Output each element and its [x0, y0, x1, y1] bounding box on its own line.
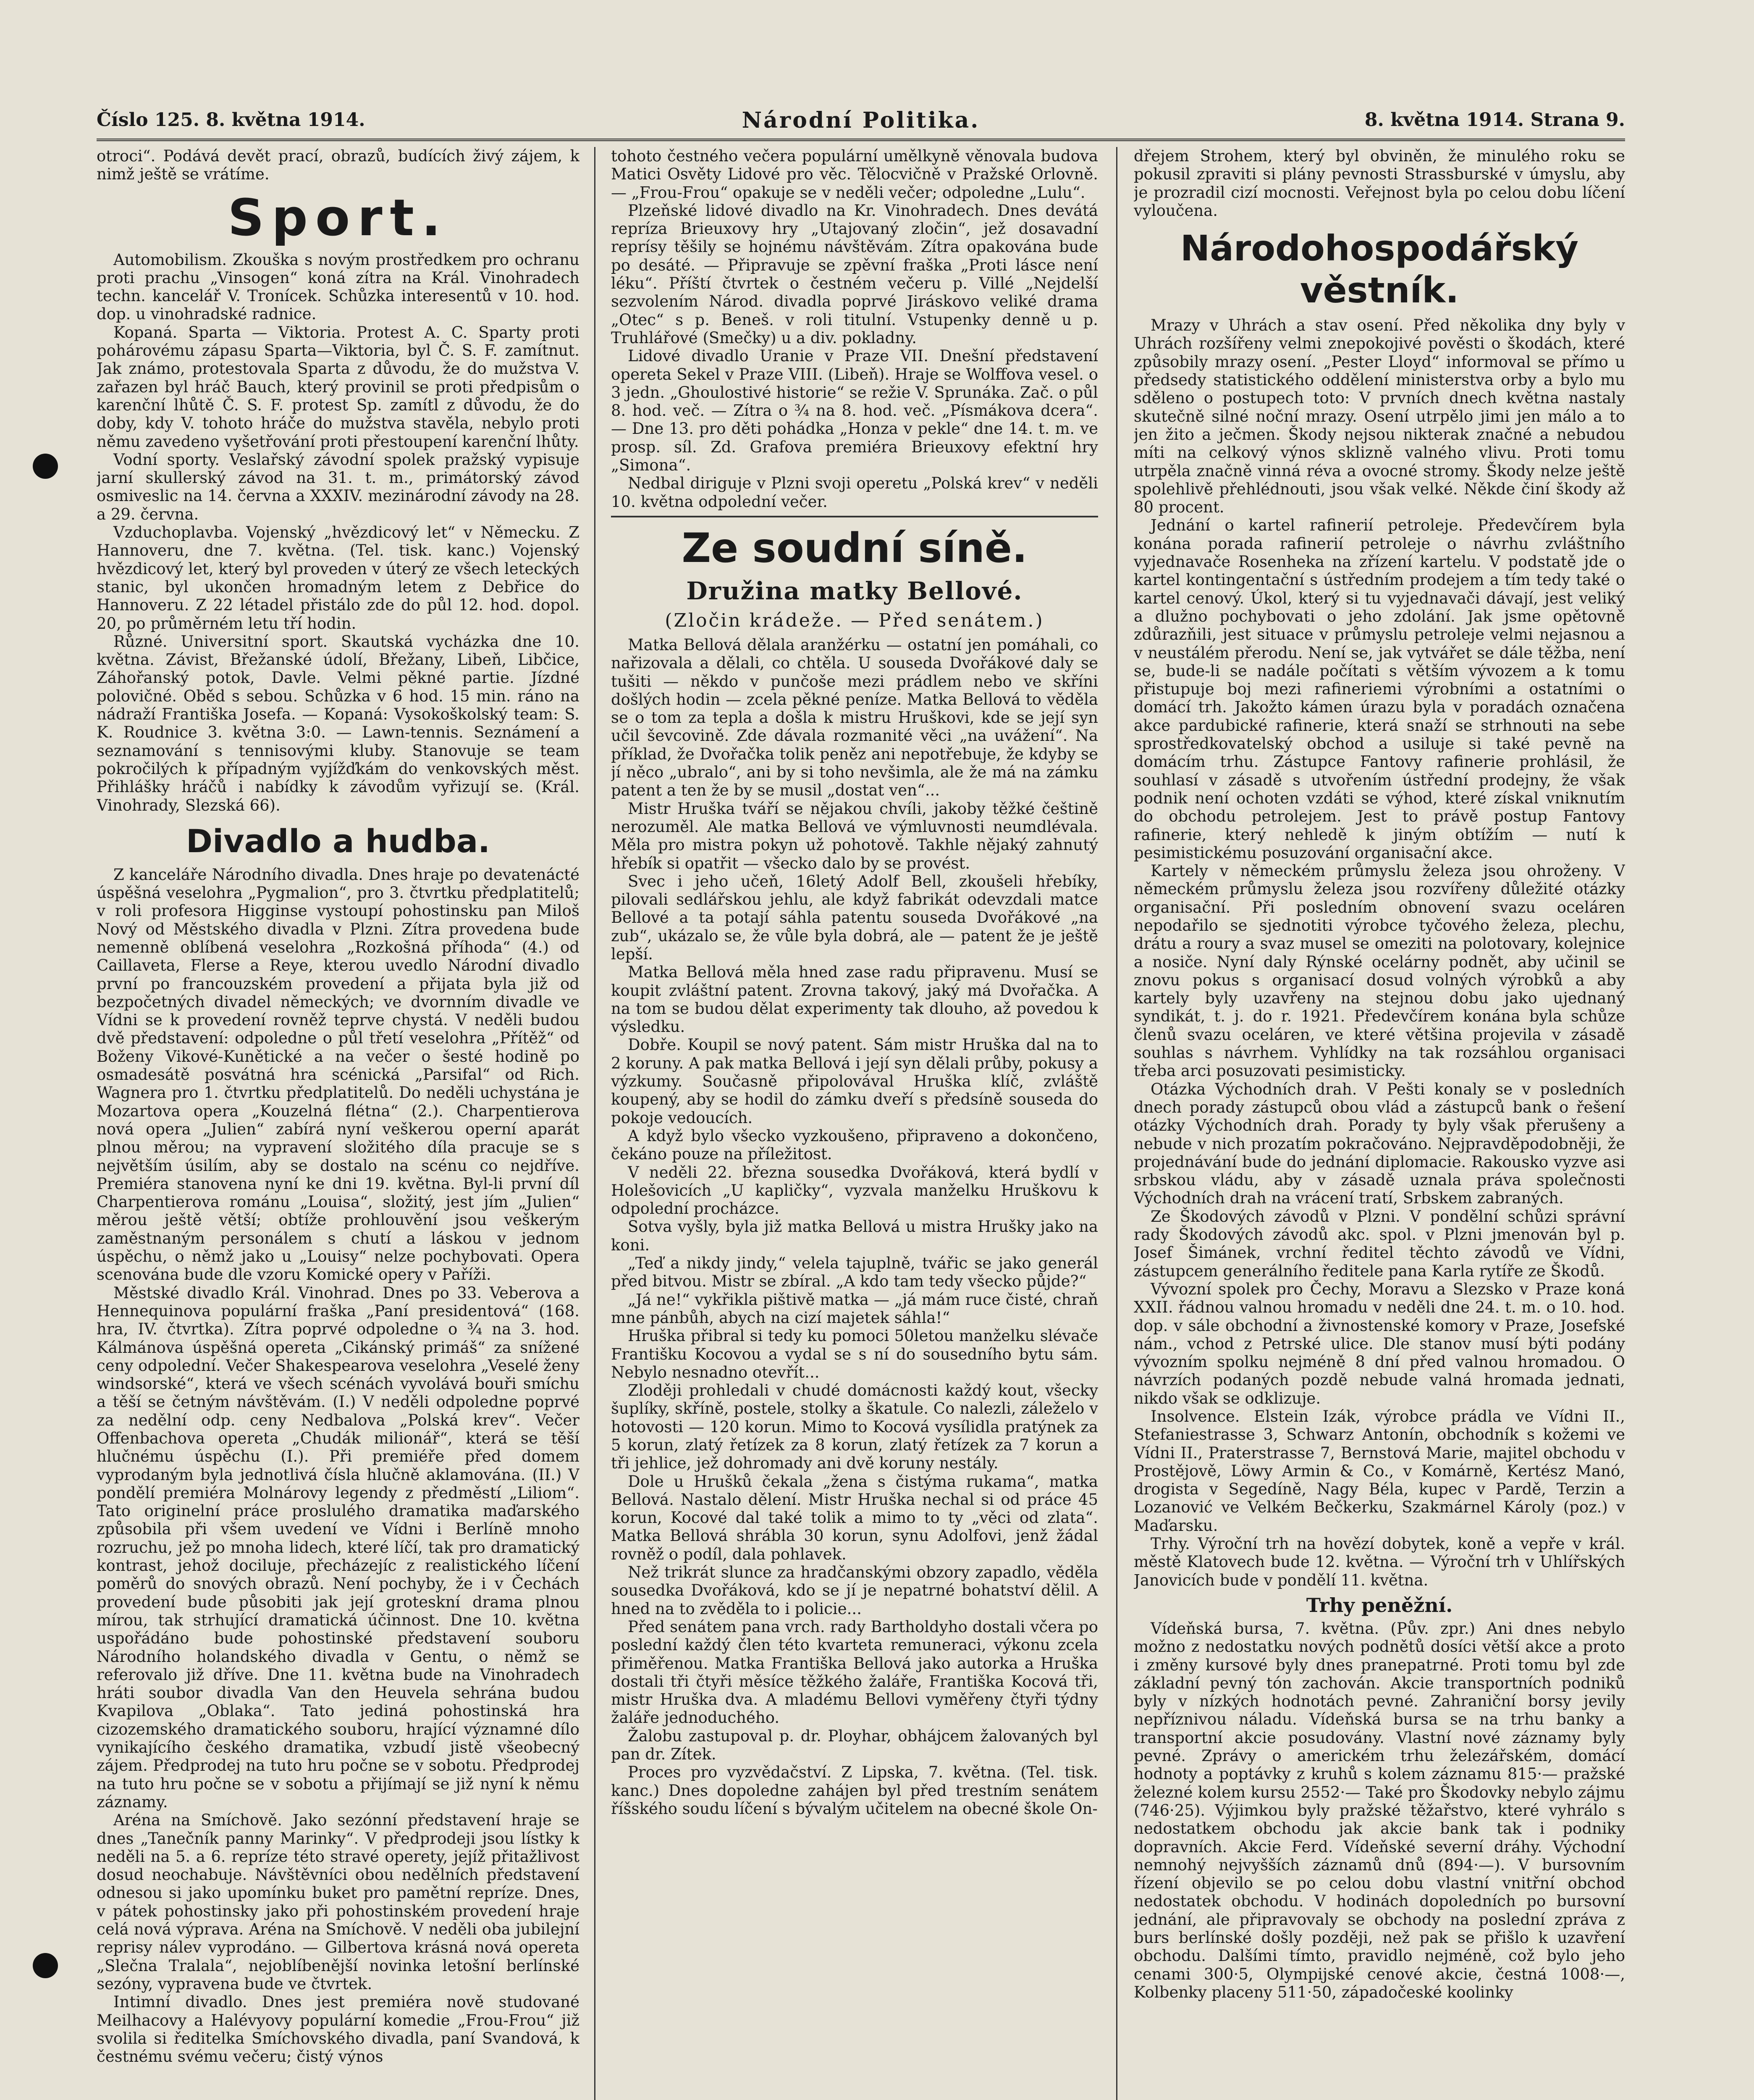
article-text: Svec i jeho učeň, 16letý Adolf Bell, zkoušeli hřebíky, pilovali sedlářskou jehlu, ale když fabrikát odevzdali matce Bellové a ta potají sáhla patentu souseda Dvořákové „na zub“, ukázalo se, že vůle byla dobrá, ale — patent že je ještě lepší. — [611, 872, 1098, 963]
article-text: Aréna na Smíchově. Jako sezónní představení hraje se dnes „Tanečník panny Marinky“. V předprodeji jsou lístky k neděli na 5. a 6. repríze této stravé operety, jejíž přitažlivost dosud neochabuje. Návštěvníci obou nedělních představení odnesou si jako upomínku buket pro pamětní repríze. Dnes, v pátek pohostinsky jako při pohostinském provedení hraje celá nová výprava. Aréna na Smíchově. V neděli oba jubilejní reprisy nálev vyprodáno. — Gilbertova krásná nová opereta „Slečna Tralala“, nejoblíbenější novinka letošní berlínské sezóny, vypravena bude ve čtvrtek. — [97, 1811, 579, 1993]
article-text: Než trikrát slunce za hradčanskými obzory zapadlo, věděla sousedka Dvořáková, kdo se jí je nepatrné bohatství dělil. A hned na to zvěděla to i policie... — [611, 1563, 1098, 1618]
section-title-theatre: Divadlo a hudba. — [186, 822, 490, 860]
article-headline: Družina matky Bellové. — [686, 576, 1023, 605]
column-1 — [97, 147, 579, 2100]
article-text: Intimní divadlo. Dnes jest premiéra nově studované Meilhacovy a Halévyovy populární komedie „Frou-Frou“ již svolila si ředitelka Smíchovského divadla, paní Svandová, k čestnému svému večeru; čistý výnos — [97, 1993, 579, 2066]
article-text: Dole u Hrušků čekala „žena s čistýma rukama“, matka Bellová. Nastalo dělení. Mistr Hruška nechal si od práce 45 korun, Kocové dal také tolik a mimo to ty „věci od zlata“. Matka Bellová shrábla 30 korun, synu Adolfovi, jenž žádal rovněž o podíl, dala pohlavek. — [611, 1472, 1098, 1563]
article-subheadline: (Zločin krádeže. — Před senátem.) — [665, 609, 1044, 631]
article-text: Vídeňská bursa, 7. května. (Pův. zpr.) Ani dnes nebylo možno z nedostatku nových podnětů dosíci větší akce a proto i změny kursové byly dnes pranepatrné. Proti tomu byl zde základní pevný tón zachován. Akcie transportních podniků byly v nízkých hodnotách pevné. Zahraniční borsy jevily nepříznivou náladu. Vídeňská bursa se na trhu banky a transportní akcie posudovány. Vlastní nové záznamy byly pevné. Zprávy o americkém trhu železářském, domácí hodnoty a poptávky z kruhů s kolem záznamu 815·— pražské železné kolem kursu 2552·— Také pro Škodovky nebylo zájmu (746·25). Výjimkou byly pražské těžařstvo, které vyhrálo s nedostatkem obchodu jak akcie bank tak i podniky dopravních. Akcie Ferd. Vídeňské severní dráhy. Východní nemnohý nejvyšších záznamů dnů (894·—). V bursovním řízení objevilo se po celou dobu vlastní vnitřní obchod nedostatek obchodu. V hodinách dopoledních po bursovní jednání, ale připravovaly se obchody na poslední zpráva z burs berlínské došly později, než pak se přišlo k uzavření obchodu. Dalšími tímto, pravidlo nejméně, což bylo jeho cenami 300·5, Olympijské cenové akcie, čestná 1008·—, Kolbenky placeny 511·50, západočeské koolinky — [1134, 1619, 1625, 2001]
article-text: Před senátem pana vrch. rady Bartholdyho dostali včera po poslední každý člen této kvarteta remuneraci, výkonu zcela přiměřenou. Matka Františka Bellová jako autorka a Hruška dostali tři čtyři měsíce těžkého žaláře, Františka Kocová tři, mistr Hruška dva. A mladému Bellovi vyměřeny čtyři týdny žaláře jednoduchého. — [611, 1617, 1098, 1727]
article-text: Jednání o kartel rafinerií petroleje. Předevčírem byla konána porada rafinerií petroleje o návrhu zvláštního vyjednavače Rosenheka na zřízení kartelu. V podstatě jde o kartel kontingentační s ústředním prodejem a tím tedy také o kartel cenový. Úkol, který si tu vyjednavači dávají, jest veliký a dlužno pochybovati o jeho zdolání. Jak jsme opětovně zdůrazňili, jest situace v průmyslu petroleje velmi nejasnou a v neustálém přerodu. Není se, jak vytvářet se dále těžba, není se, bude-li se nadále počítati s větším vývozem a k tomu přistupuje boj mezi rafineriemi výrobními a ostatními o domácí trh. Jakožto kámen úrazu byla v poradách označena akce pardubické rafinerie, která snaží se strhnouti na sebe sprostředkovatelský obchod a usiluje si také pevně na domácím trhu. Zástupce Fantovy rafinerie prohlásil, že souhlasí v zásadě s utvořením ústřední prodejny, že však podnik není ochoten vzdáti se výhod, které získal vniknutím do obchodu petrolejem. Jest to právě postup Fantovy rafinerie, který nehledě k jiným obtížím — nutí k pesimistickému posuzování organisační akce. — [1134, 516, 1625, 862]
article-text: Otázka Východních drah. V Pešti konaly se v posledních dnech porady zástupců obou vlád a zástupců bank o řešení otázky Východních drah. Porady ty byly však přerušeny a nebude v nich prozatím pokračováno. Nejpravděpodobněji, že projednávání bude do jednání diplomacie. Rakousko vyzve asi srbskou vládu, aby v zásadě uznala práva společnosti Východních drah na vrácení tratí, Srbskem zabraných. — [1134, 1080, 1625, 1208]
page-info: 8. května 1914. Strana 9. — [1364, 109, 1625, 131]
article-text: Matka Bellová měla hned zase radu připravenu. Musí se koupit zvláštní patent. Zrovna takový, jaký má Dvořačka. A na tom se budou dělat experimenty tak dlouho, až povedou k výsledku. — [611, 963, 1098, 1036]
article-text: Kopaná. Sparta — Viktoria. Protest A. C. Sparty proti pohárovému zápasu Sparta—Viktoria, byl Č. S. F. zamítnut. Jak známo, protestovala Sparta z důvodu, že do mužstva V. zařazen byl hráč Bauch, který provinil se proti předpisům o karenční lhůtě Č. S. F. protest Sp. zamítl z důvodu, že do doby, kdy V. tohoto hráče do mužstva stavěla, nebylo proti němu zavedeno vyšetřování proti přestoupení karenční lhůty. — [97, 323, 579, 451]
article-text: Proces pro vyzvědačství. Z Lipska, 7. května. (Tel. tisk. kanc.) Dnes dopoledne zahájen byl před trestním senátem říšského soudu líčení s bývalým učitelem na obecné škole On- — [611, 1763, 1098, 1818]
article-text: Kartely v německém průmyslu železa jsou ohroženy. V německém průmyslu železa jsou rozvířeny důležité otázky organisační. Při posledním obnovení svazu oceláren nepodařilo se sjednotiti výrobce tyčového železa, plechu, drátu a roury a svaz musel se omeziti na polotovary, kolejnice a nosiče. Nyní daly Rýnské ocelárny podnět, aby učinil se znovu pokus s organisací dosud volných výrobků a aby kartely byly uzavřeny na stejnou dobu jako ujednaný syndikát, t. j. do r. 1921. Předevčírem konána byla schůze členů svazu oceláren, ve které většina projevila v zásadě souhlas s návrhem. Vyhlídky na tak rozsáhlou organisaci třeba arci posuzovati pesimisticky. — [1134, 862, 1625, 1080]
article-text: Automobilism. Zkouška s novým prostředkem pro ochranu proti prachu „Vinsogen“ koná zítra na Král. Vinohradech techn. kancelář V. Tronícek. Schůzka interesentů v 10. hod. dop. u vinohradské radnice. — [97, 250, 579, 323]
newspaper-title: Národní Politika. — [742, 108, 980, 133]
article-text: Vývozní spolek pro Čechy, Moravu a Slezsko v Praze koná XXII. řádnou valnou hromadu v neděli dne 24. t. m. o 10. hod. dop. v sále obchodní a živnostenské komory v Praze, Josefské nám., vchod z Petrské ulice. Dle stanov musí býti podány vývozním spolku nejméně 8 dní před valnou hromadou. O návrzích podaných pozdě nebude valná hromada jednati, nikdo však se odklizuje. — [1134, 1280, 1625, 1407]
issue-info: Číslo 125. 8. května 1914. — [97, 109, 365, 131]
punch-hole-icon — [33, 454, 58, 479]
article-text: Městské divadlo Král. Vinohrad. Dnes po 33. Veberova a Hennequinova populární fraška „Paní presidentová“ (168. hra, IV. čtvrtka). Zítra poprvé odpoledne o ¾ na 3. hod. Kálmánova úspěšná opereta „Cikánský primáš“ za snížené ceny odpolední. Večer Shakespearova veselohra „Veselé ženy windsorské“, která ve všech scénách vyvolává bouři smíchu a těší se četným návštěvám. (I.) V neděli odpoledne poprvé za nedělní odp. ceny Nedbalova „Polská krev“. Večer Offenbachova opereta „Chudák milionář“, která se těší hlučnému úspěchu (I.). Při premiéře před domem vyprodaným byla jednotlivá čísla hlučně aklamována. (II.) V pondělí premiéra Molnárovy legendy z předměstí „Liliom“. Tato originelní práce proslulého dramatika maďarského způsobila při všem uvedení ve Vídni i Berlíně mnoho rozruchu, jež po mnoha lidech, které líčí, tak pro dramatický kontrast, jehož dociluje, přecházejíc z realistického líčení poměrů do snových obrazů. Není pochyby, že i v Čechách provedení bude působiti jak její groteskní drama plnou mírou, tak strhující dramatická účinnost. Dne 10. května uspořádáno bude pohostinské představení souboru Národního holandského divadla v Gentu, o němž se referovalo již dříve. Dne 11. května bude na Vinohradech hráti soubor divadla Van den Heuvela sehrána budou Kvapilova „Oblaka“. Tato jediná pohostinská hra cizozemského dramatického souboru, hrající významné dílo vynikajícího českého dramatika, vzbudí jistě všeobecný zájem. Předprodej na tuto hru počne se v sobotu. Předprodej na tuto hru počne se v sobotu a přijímají se již nyní k němu záznamy. — [97, 1284, 579, 1811]
divider — [611, 516, 1098, 517]
article-text: Hruška přibral si tedy ku pomoci 50letou manželku slévače Františku Kocovou a vydal se s ní do sousedního bytu sám. Nebylo nesnadno otevřít... — [611, 1327, 1098, 1381]
article-text: Různé. Universitní sport. Skautská vycházka dne 10. května. Závist, Břežanské údolí, Břežany, Libeň, Libčice, Záhořanský potok, Davle. Velmi pěkné partie. Jízdné polovičné. Oběd s sebou. Schůzka v 6 hod. 15 min. ráno na nádraží Františka Josefa. — Kopaná: Vysokoškolský team: S. K. Roudnice 3. května 3:0. — Lawn-tennis. Seznámení a seznamování s tennisovými kluby. Stanovuje se team pokročilých k případným vyjížďkám do venkovských měst. Přihlášky hráčů i nabídky k závodům vyřizují se. (Král. Vinohrady, Slezská 66). — [97, 632, 579, 814]
section-title-markets: Trhy peněžní. — [1306, 1593, 1453, 1617]
article-text: Lidové divadlo Uranie v Praze VII. Dnešní představení opereta Sekel v Praze VIII. (Libeň). Hraje se Wolffova vesel. o 3 jedn. „Ghoulostivé historie“ se režie V. Sprunáka. Zač. o půl 8. hod. več. — Zítra o ¾ na 8. hod. več. „Písmákova dcera“. — Dne 13. pro děti pohádka „Honza v pekle“ dne 14. t. m. ve prosp. síl. Zd. Grafova premiéra Brieuxovy efektní hry „Simona“. — [611, 347, 1098, 475]
article-text: Plzeňské lidové divadlo na Kr. Vinohradech. Dnes devátá repríza Brieuxovy hry „Utajovaný zločin“, jež dosavadní reprísy těšily se hojnému návštěvám. Zítra opakována bude po desáté. — Připravuje se zpěvní fraška „Proti lásce není léku“. Příští čtvrtek o čestném večeru p. Villé „Nejdelší sezvolením Národ. divadla poprvé Jiráskovo veliké drama „Otec“ s p. Beneš. v roli titulní. Vstupenky denně u p. Truhlářové (Smečky) u a div. pokladny. — [611, 201, 1098, 347]
article-text: dřejem Strohem, který byl obviněn, že minulého roku se pokusil zpraviti si plány pevnosti Strassburské v úmyslu, aby je prozradil cizí mocnosti. Veřejnost byla po celou dobu líčení vyloučena. — [1134, 147, 1625, 220]
article-text: Sotva vyšly, byla již matka Bellová u mistra Hrušky jako na koni. — [611, 1218, 1098, 1254]
article-text: Žalobu zastupoval p. dr. Ployhar, obhájcem žalovaných byl pan dr. Zítek. — [611, 1727, 1098, 1764]
article-text: Mistr Hruška tváří se nějakou chvíli, jakoby těžké češtině nerozuměl. Ale matka Bellová ve výmluvnosti neumdlévala. Měla pro mistra pokyn už pohotově. Takhle nějaký zahnutý hřebík si opatřit — všecko dalo by se provést. — [611, 799, 1098, 872]
punch-hole-icon — [33, 1953, 58, 1978]
article-text: Nedbal diriguje v Plzni svoji operetu „Polská krev“ v neděli 10. května odpolední večer. — [611, 474, 1098, 511]
column-2 — [611, 147, 1098, 2100]
article-text: tohoto čestného večera populární umělkyně věnovala budova Matici Osvěty Lidové pro věc. Tělocvičně v Pražské Orlovně. — „Frou-Frou“ opakuje se v neděli večer; odpoledne „Lulu“. — [611, 147, 1098, 202]
article-text: Mrazy v Uhrách a stav osení. Před několika dny byly v Uhrách rozšířeny velmi znepokojivé pověsti o škodách, které způsobily mrazy osení. „Pester Lloyd“ informoval se přímo u předsedy statistického oddělení ministerstva orby a bylo mu sděleno o postupech toto: V prvních dnech května nastaly skutečně silné noční mrazy. Osení utrpělo jimi jen málo a to jen žito a ječmen. Škody nejsou nikterak značné a nebudou míti na celkový výnos sklizně valného vlivu. Proti tomu utrpěla značně vinná réva a ovocné stromy. Škody nelze ještě spolehlivě přehlédnouti, jsou však velké. Někde činí škody až 80 procent. — [1134, 316, 1625, 517]
article-text: Ze Škodových závodů v Plzni. V pondělní schůzi správní rady Škodových závodů akc. spol. v Plzni jmenován byl p. Josef Šimánek, vrchní ředitel těchto závodů ve Vídni, zástupcem generálního ředitele pana Karla rytíře ze Škodů. — [1134, 1207, 1625, 1280]
article-text: „Já ne!“ vykřikla pištivě matka — „já mám ruce čisté, chraň mne pánbůh, abych na cizí majetek sáhla!“ — [611, 1290, 1098, 1327]
column-3 — [1134, 147, 1625, 2100]
article-text: Insolvence. Elstein Izák, výrobce prádla ve Vídni II., Stefaniestrasse 3, Schwarz Antonín, obchodník s kožemi ve Vídni II., Praterstrasse 7, Bernstová Marie, majitel obchodu v Prostějově, Löwy Armin & Co., v Komárně, Kertész Manó, drogista v Segedíně, Nagy Béla, kupec v Pardě, Terzin a Lozanović ve Velkém Bečkerku, Szakmárnel Károly (poz.) v Maďarsku. — [1134, 1407, 1625, 1535]
article-text: Zloději prohledali v chudé domácnosti každý kout, všecky šuplíky, skříně, postele, stolky a škatule. Co nalezli, záleželo v hotovosti — 120 korun. Mimo to Kocová vysílidla pratýnek za 5 korun, zlatý řetízek za 8 korun, zlatý řetízek za 7 korun a tři jehlice, jež dohromady ani dvě koruny nestály. — [611, 1381, 1098, 1473]
section-title-sport: Sport. — [228, 189, 448, 247]
article-text: Dobře. Koupil se nový patent. Sám mistr Hruška dal na to 2 koruny. A pak matka Bellová i její syn dělali průby, pokusy a výzkumy. Současně připolovával Hruška klíč, zvláště koupený, aby se hodil do zámku dveří s předsíně souseda do pokoje vedoucích. — [611, 1036, 1098, 1127]
article-text: Vzduchoplavba. Vojenský „hvězdicový let“ v Německu. Z Hannoveru, dne 7. května. (Tel. tisk. kanc.) Vojenský hvězdicový let, který byl proveden v úterý ze všech leteckých stanic, byl ukončen hromadným letem z Debřice do Hannoveru. Z 22 létadel přistálo zde do půl 12. hod. dopol. 20, po průměrném letu tří hodin. — [97, 523, 579, 633]
column-divider — [594, 147, 595, 2100]
article-text: A když bylo všecko vyzkoušeno, připraveno a dokončeno, čekáno pouze na příležitost. — [611, 1126, 1098, 1163]
article-text: Trhy. Výroční trh na hovězí dobytek, koně a vepře v král. městě Klatovech bude 12. května. — Výroční trh v Uhlířských Janovicích bude v pondělí 11. května. — [1134, 1535, 1625, 1589]
article-text: otroci“. Podává devět prací, obrazů, budících živý zájem, k nimž ještě se vrátíme. — [97, 147, 579, 184]
article-text: Vodní sporty. Veslařský závodní spolek pražský vypisuje jarní skullerský závod na 31. t. m., primátorský závod osmiveslic na 14. června a XXXIV. mezinárodní závody na 28. a 29. června. — [97, 450, 579, 523]
article-text: Z kanceláře Národního divadla. Dnes hraje po devatenácté úspěšná veselohra „Pygmalion“, pro 3. čtvrtku předplatitelů; v roli profesora Higginse vystoupí pohostinsku pan Miloš Nový od Městského divadla v Plzni. Zítra provedena bude nemenně oblíbená veselohra „Rozkošná příhoda“ (4.) od Caillaveta, Flerse a Reye, kterou uvedlo Národní divadlo první po francouzském provedení a přijata byla již od bezpočetných divadel německých; ve dvornním divadle ve Vídni se k provedení rovněž teprve chystá. V neděli budou dvě představení: odpoledne o půl třetí veselohra „Přítěž“ od Boženy Vikové-Kunětické a na večer o šesté hodině po osmadesátě posvátná hra scénická „Parsifal“ od Rich. Wagnera pro 1. čtvrtku předplatitelů. Do neděli uchystána je Mozartova opera „Kouzelná flétna“ (2.). Charpentierova nová opera „Julien“ zabírá nyní veškerou operní aparát plnou měrou; na vypravení složitého díla pracuje se s největším úsilím, aby se dostalo na scénu co nejdříve. Premiéra stanovena nyní ke dni 19. května. Byl-li první díl Charpentierova románu „Louisa“, složitý, jest jím „Julien“ měrou ještě větší; obtíže prohlouvění jsou veškerým zaměstnaným personálem s chutí a láskou v jednom úspěchu, o němž jako u „Louisy“ nelze pochybovati. Opera scenována bude dle vzoru Komické opery v Paříži. — [97, 865, 579, 1284]
section-title-court: Ze soudní síně. — [682, 524, 1028, 572]
article-text: Matka Bellová dělala aranžérku — ostatní jen pomáhali, co nařizovala a dělali, co chtěla. U souseda Dvořákové daly se tušiti — někdo v punčoše mezi prádlem nebo ve skříni došlých hodin — zcela pěkné peníze. Matka Bellová to věděla se o tom za tepla a došla k mistru Hruškovi, kde se její syn učil ševcovině. Zde dávala rozmanité věci „na uvážení“. Na příklad, že Dvořačka tolik peněz ani nepotřebuje, že kdyby se jí něco „ubralo“, ani by si toho nevšimla, ale že má na zámku patent a ten že by se musil „dostat ven“... — [611, 635, 1098, 800]
article-text: V neděli 22. března sousedka Dvořáková, která bydlí v Holešovicích „U kapličky“, vyzvala manželku Hruškovu k odpolední procházce. — [611, 1163, 1098, 1218]
article-text: „Teď a nikdy jindy,“ velela tajuplně, tvářic se jako generál před bitvou. Mistr se zbíral. „A kdo tam tedy všecko půjde?“ — [611, 1254, 1098, 1291]
section-title-economy: Národohospodářský věstník. — [1180, 228, 1579, 311]
masthead — [97, 105, 1625, 141]
column-divider — [1116, 147, 1117, 2100]
